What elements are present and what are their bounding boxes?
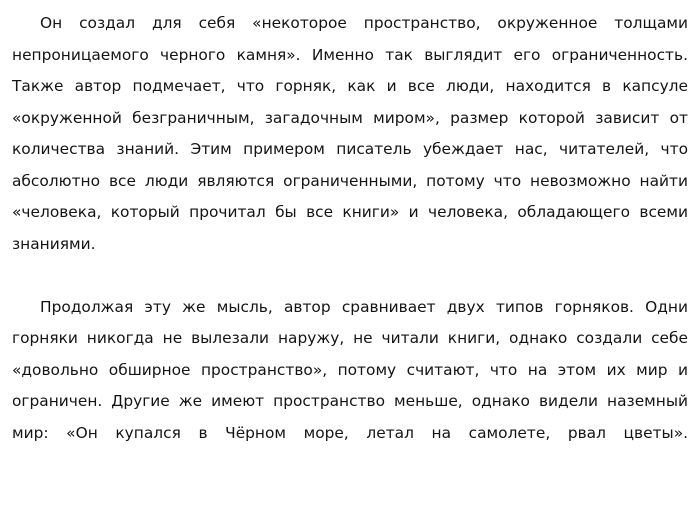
paragraph-1: Он создал для себя «некоторое пространство, окруженное толщами непроницаемого черного камня». Именно так выглядит его ограниченность. Также автор подмечает, что горняк, как и все люди, находится в капсуле «окруженной безграничным, загадочным миром», размер которой зависит от количества знаний. Этим примером писатель убеждает нас, читателей, что абсолютно все люди являются ограниченными, потому что невозможно найти «человека, который прочитал бы все книги» и человека, обладающего всеми знаниями. <box>12 14 688 253</box>
paragraph-2: Продолжая эту же мысль, автор сравнивает двух типов горняков. Одни горняки никогда не вылезали наружу, не читали книги, однако создали себе «довольно обширное пространство», потому считают, что на этом их мир и ограничен. Другие же имеют пространство меньше, однако видели наземный мир: «Он купался в Чёрном море, летал на самолете, рвал цветы». <box>12 297 688 442</box>
